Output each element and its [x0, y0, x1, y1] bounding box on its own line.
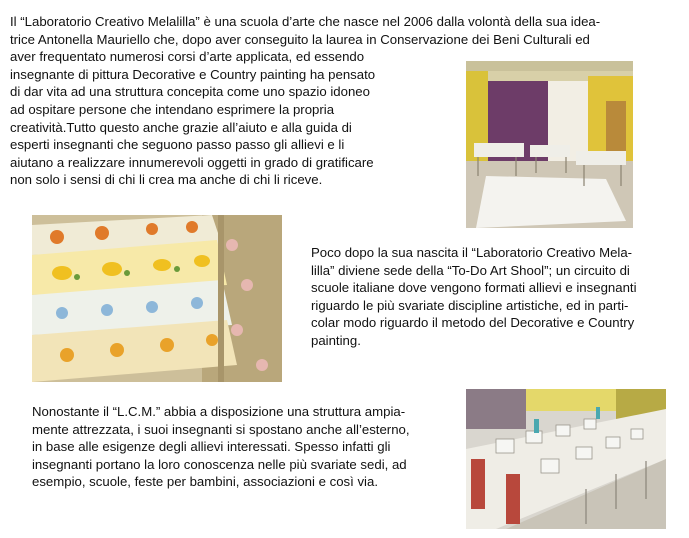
text-line: trice Antonella Mauriello che, dopo aver conseguito la laurea in Conservazione dei Beni Culturali ed — [10, 31, 590, 47]
text-line: lilla” diviene sede della “To-Do Art Shool”; un circuito di — [311, 262, 630, 278]
text-line: esempio, scuole, feste per bambini, associazioni e così via. — [32, 474, 378, 490]
text-line: Poco dopo la sua nascita il “Laboratorio Creativo Mela- — [311, 245, 633, 260]
external-teaching-paragraph — [32, 403, 410, 491]
workshop-tables-photo — [466, 389, 666, 529]
text-line: insegnanti portano la loro conoscenza nelle più svariate sedi, ad — [32, 456, 407, 472]
patterned-paper-photo — [32, 215, 282, 382]
text-line: esperti insegnanti che seguono passo passo gli allievi e li — [10, 137, 345, 153]
text-line: non solo i sensi di chi li crea ma anche di chi li riceve. — [10, 172, 323, 188]
text-line: ad ospitare persone che intendano esprimere la propria — [10, 101, 335, 117]
text-line: riguardo le più svariate discipline artistiche, ed in parti- — [311, 297, 629, 313]
text-line: in base alle esigenze degli allievi interessati. Spesso infatti gli — [32, 439, 391, 455]
text-line: creatività.Tutto questo anche grazie all’aiuto e alla guida di — [10, 119, 352, 135]
text-line: Il “Laboratorio Creativo Melalilla” è una scuola d’arte che nasce nel 2006 dalla volontà della sua idea- — [10, 14, 601, 29]
text-line: painting. — [311, 332, 361, 348]
text-line: Nonostante il “L.C.M.” abbia a disposizione una struttura ampia- — [32, 404, 406, 419]
text-line: aver frequentato numerosi corsi d’arte applicata, ed essendo — [10, 49, 365, 65]
text-line: scuole italiane dove vengono formati allievi e insegnanti — [311, 280, 637, 296]
school-circuit-paragraph — [311, 244, 637, 350]
text-line: mente attrezzata, i suoi insegnanti si spostano anche all’esterno, — [32, 421, 410, 437]
classroom-photo — [466, 61, 633, 228]
text-line: colar modo riguardo il metodo del Decorative e Country — [311, 315, 635, 331]
text-line: di dar vita ad una struttura concepita come uno spazio idoneo — [10, 84, 370, 100]
text-line: aiutano a realizzare innumerevoli oggetti in grado di gratificare — [10, 154, 374, 170]
text-line: insegnante di pittura Decorative e Country painting ha pensato — [10, 66, 376, 82]
